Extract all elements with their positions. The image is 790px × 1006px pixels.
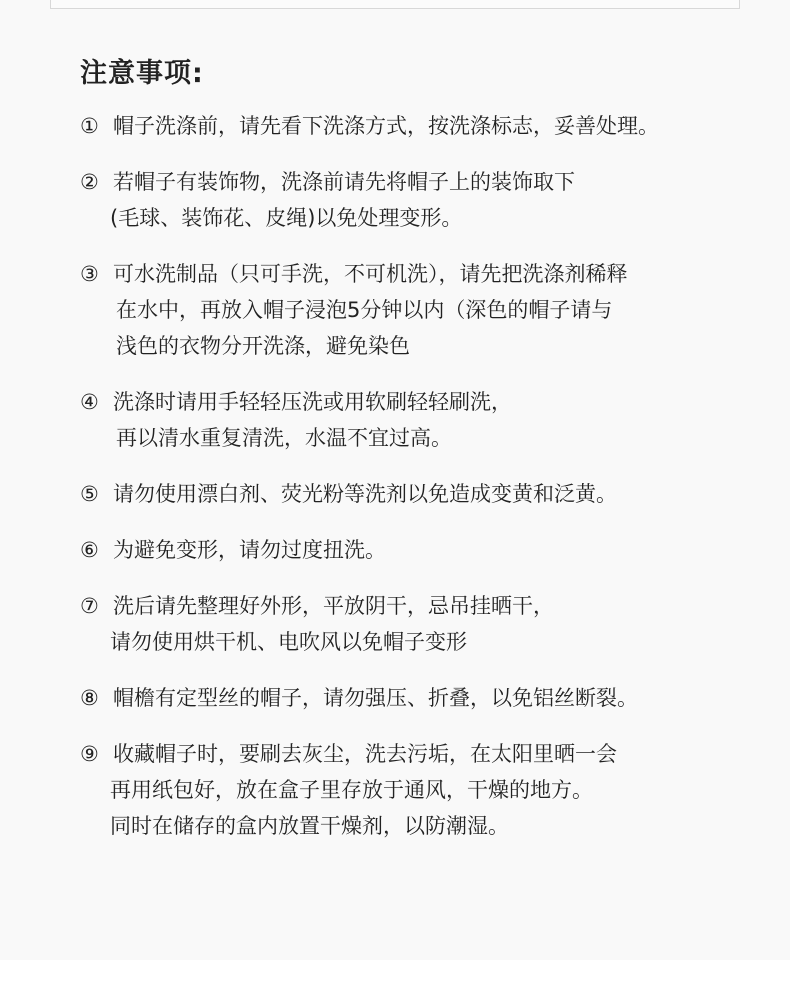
list-item	[80, 108, 760, 144]
list-item	[80, 532, 760, 568]
list-item	[80, 588, 760, 660]
item-number: ⑦	[80, 594, 99, 618]
item-line: 在水中，再放入帽子浸泡5分钟以内（深色的帽子请与	[116, 298, 613, 322]
item-number: ③	[80, 262, 99, 286]
item-line: 收藏帽子时，要刷去灰尘，洗去污垢，在太阳里晒一会	[113, 742, 617, 766]
item-text	[110, 164, 760, 236]
list-item	[80, 736, 760, 844]
item-text	[110, 736, 760, 844]
item-line: 请勿使用漂白剂、荧光粉等洗剂以免造成变黄和泛黄。	[113, 482, 617, 506]
item-line: 再用纸包好，放在盒子里存放于通风，干燥的地方。	[110, 778, 593, 802]
item-text	[113, 108, 760, 144]
item-text	[113, 384, 760, 456]
list-item	[80, 384, 760, 456]
item-text	[113, 532, 760, 568]
item-text	[113, 256, 760, 364]
item-line: 浅色的衣物分开洗涤，避免染色	[116, 334, 410, 358]
care-instructions	[80, 56, 760, 864]
item-line: 请勿使用烘干机、电吹风以免帽子变形	[110, 630, 467, 654]
item-number: ⑨	[80, 742, 99, 766]
item-line: 为避免变形，请勿过度扭洗。	[113, 538, 386, 562]
item-line: 可水洗制品（只可手洗，不可机洗），请先把洗涤剂稀释	[113, 262, 628, 286]
notice-title: 注意事项:	[80, 58, 204, 89]
item-line: 帽子洗涤前，请先看下洗涤方式，按洗涤标志，妥善处理。	[113, 114, 659, 138]
list-item	[80, 256, 760, 364]
item-line: (毛球、装饰花、皮绳)以免处理变形。	[110, 206, 463, 230]
item-number: ①	[80, 114, 99, 138]
list-item	[80, 476, 760, 512]
item-number: ⑧	[80, 686, 99, 710]
item-line: 洗涤时请用手轻轻压洗或用软刷轻轻刷洗，	[113, 390, 512, 414]
item-number: ④	[80, 390, 99, 414]
item-line: 再以清水重复清洗，水温不宜过高。	[116, 426, 452, 450]
item-number: ②	[80, 170, 99, 194]
item-text	[113, 476, 760, 512]
item-text	[113, 680, 760, 716]
list-item	[80, 164, 760, 236]
item-line: 同时在储存的盒内放置干燥剂，以防潮湿。	[110, 814, 509, 838]
item-number: ⑤	[80, 482, 99, 506]
item-line: 洗后请先整理好外形，平放阴干，忌吊挂晒干，	[113, 594, 554, 618]
item-line: 帽檐有定型丝的帽子，请勿强压、折叠，以免铝丝断裂。	[113, 686, 638, 710]
list-item	[80, 680, 760, 716]
item-line: 若帽子有装饰物，洗涤前请先将帽子上的装饰取下	[113, 170, 575, 194]
item-number: ⑥	[80, 538, 99, 562]
item-text	[110, 588, 760, 660]
top-frame	[50, 0, 740, 9]
